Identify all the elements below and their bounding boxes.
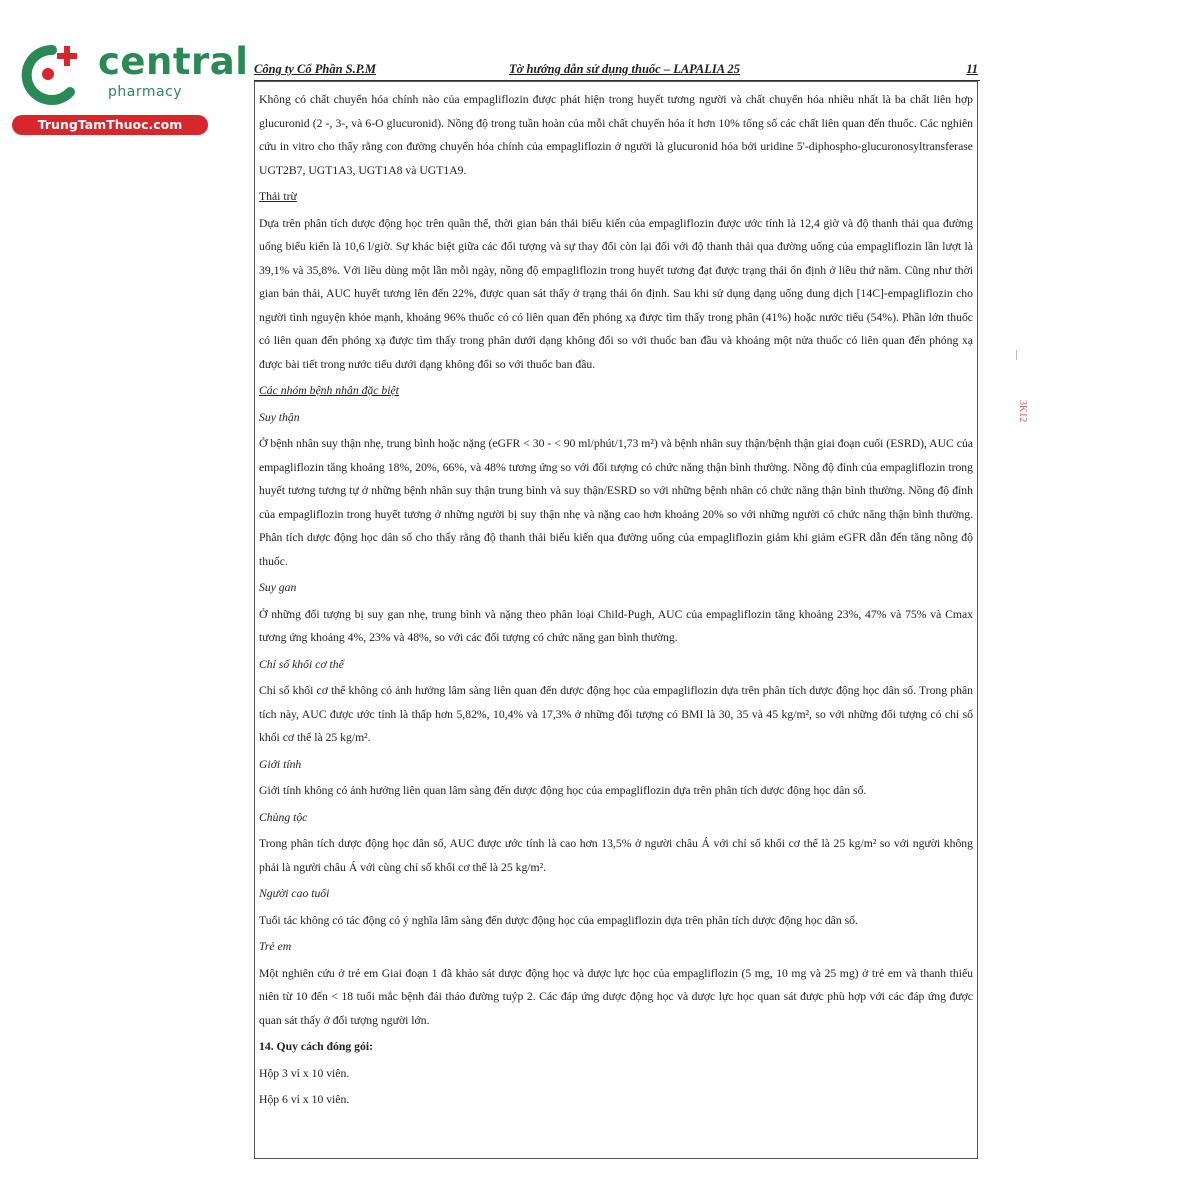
heading-elderly: Người cao tuổi — [259, 887, 330, 900]
central-pharmacy-logo-icon — [12, 40, 90, 106]
packaging-option-1: Hộp 3 vỉ x 10 viên. — [259, 1066, 350, 1080]
heading-renal-impairment: Suy thận — [259, 410, 300, 424]
page-number: 11 — [966, 62, 978, 76]
paragraph-metabolism: Không có chất chuyển hóa chính nào của empagliflozin được phát hiện trong huyết tương người và chất chuyển hóa nhiều nhất là ba chất liên hợp glucuronid (2 -, 3-, và 6-O glucuronid). Nồng độ trong tuần hoàn của mỗi chất chuyển hóa ít hơn 10% tổng số các chất liên quan đến thuốc. Các nghiên cứu in vitro cho thấy rằng con đường chuyển hóa chính của empagliflozin ở người là glucuronid hóa bởi uridine 5'-diphospho-glucuronosyltransferase UGT2B7, UGT1A3, UGT1A8 và UGT1A9. — [259, 93, 973, 177]
document-title: Tờ hướng dẫn sử dụng thuốc – LAPALIA 25 — [509, 62, 740, 76]
heading-special-populations: Các nhóm bệnh nhân đặc biệt — [259, 384, 399, 397]
heading-elimination: Thải trừ — [259, 190, 297, 203]
heading-bmi: Chỉ số khối cơ thể — [259, 657, 344, 671]
logo-subtitle: pharmacy — [108, 84, 183, 100]
margin-handwritten-mark: 3K12 — [1017, 400, 1028, 423]
paragraph-race: Trong phân tích dược động học dân số, AUC được ước tính là cao hơn 13,5% ở người châu Á với chỉ số khối cơ thể là 25 kg/m² so với người không phải là người châu Á với cùng chỉ số khối cơ thể là 25 kg/m². — [259, 837, 973, 874]
heading-gender: Giới tính — [259, 757, 302, 771]
document-header — [254, 62, 980, 81]
brand-logo — [12, 36, 249, 136]
paragraph-hepatic-impairment: Ở những đối tượng bị suy gan nhẹ, trung bình và nặng theo phân loại Child-Pugh, AUC của empagliflozin tăng khoảng 23%, 47% và 75% và Cmax tương ứng khoảng 4%, 23% và 48%, so với các đối tượng có chức năng gan bình thường. — [259, 607, 973, 644]
packaging-option-2: Hộp 6 vỉ x 10 viên. — [259, 1093, 350, 1106]
paragraph-elimination: Dựa trên phân tích dược động học trên quần thể, thời gian bán thải biểu kiến của empagliflozin được ước tính là 12,4 giờ và độ thanh thải qua đường uống biểu kiến là 10,6 l/giờ. Sự khác biệt giữa các đối tượng và sự thay đổi còn lại đối với độ thanh thải qua đường uống của empagliflozin lần lượt là 39,1% và 35,8%. Với liều dùng một lần mỗi ngày, nồng độ empagliflozin trong huyết tương đạt được trạng thái ổn định ở liều thứ năm. Cũng như thời gian bán thải, AUC huyết tương lên đến 22%, được quan sát thấy ở trạng thái ổn định. Sau khi sử dụng dạng uống dung dịch [14C]-empagliflozin cho người tình nguyện khỏe mạnh, khoảng 96% thuốc có có liên quan đến phóng xạ được tìm thấy trong phân (41%) hoặc nước tiểu (54%). Phần lớn thuốc có liên quan đến phóng xạ được tìm thấy trong phân dưới dạng không đổi so với thuốc ban đầu và khoảng một nửa thuốc có liên quan đến phóng xạ được bài tiết trong nước tiểu dưới dạng không đổi so với thuốc ban đầu. — [259, 216, 973, 371]
paragraph-elderly: Tuổi tác không có tác động có ý nghĩa lâm sàng đến dược động học của empagliflozin dựa trên phân tích dược động học dân số. — [259, 913, 858, 927]
heading-pediatric: Trẻ em — [259, 940, 292, 953]
paragraph-bmi: Chỉ số khối cơ thể không có ảnh hưởng lâm sàng liên quan đến dược động học của empagliflozin dựa trên phân tích dược động học dân số. Trong phân tích này, AUC được ước tính là thấp hơn 5,82%, 10,4% và 17,3% ở những đối tượng có BMI là 30, 35 và 45 kg/m², so với những đối tượng có chỉ số khối cơ thể là 25 kg/m². — [259, 684, 973, 744]
scan-artifact — [1016, 350, 1017, 360]
paragraph-pediatric: Một nghiên cứu ở trẻ em Giai đoạn 1 đã khảo sát dược động học và dược lực học của empagliflozin (5 mg, 10 mg và 25 mg) ở trẻ em và thanh thiếu niên từ 10 đến < 18 tuổi mắc bệnh đái tháo đường tuýp 2. Các đáp ứng dược động học và dược lực học quan sát được phù hợp với các đáp ứng được quan sát thấy ở đối tượng người lớn. — [259, 966, 973, 1027]
heading-race: Chủng tộc — [259, 810, 308, 824]
heading-hepatic-impairment: Suy gan — [259, 581, 297, 594]
company-name: Công ty Cổ Phần S.P.M — [254, 62, 377, 76]
paragraph-renal-impairment: Ở bệnh nhân suy thận nhẹ, trung bình hoặc nặng (eGFR < 30 - < 90 ml/phút/1,73 m²) và bệnh nhân suy thận/bệnh thận giai đoạn cuối (ESRD), AUC của empagliflozin tăng khoảng 18%, 20%, 66%, và 48% tương ứng so với đối tượng có chức năng thận bình thường. Nồng độ đỉnh của empagliflozin trong huyết tương tương tự ở những bệnh nhân suy thận trung bình và suy thận/ESRD so với những bệnh nhân có chức năng thận bình thường. Nồng độ đỉnh của empagliflozin trong huyết tương ở những người bị suy thận nhẹ và nặng cao hơn khoảng 20% so với những người có chức năng thận bình thường. Phân tích dược động học dân số cho thấy rằng độ thanh thải biểu kiến qua đường uống của empagliflozin giảm khi giảm eGFR dẫn đến tăng nồng độ thuốc. — [259, 437, 973, 568]
heading-packaging: 14. Quy cách đóng gói: — [259, 1040, 373, 1053]
logo-wordmark: central — [98, 40, 249, 83]
content-frame — [254, 81, 978, 1159]
logo-url: TrungTamThuoc.com — [12, 115, 208, 135]
paragraph-gender: Giới tính không có ảnh hưởng liên quan lâm sàng đến dược động học của empagliflozin dựa trên phân tích dược động học dân số. — [259, 784, 867, 797]
